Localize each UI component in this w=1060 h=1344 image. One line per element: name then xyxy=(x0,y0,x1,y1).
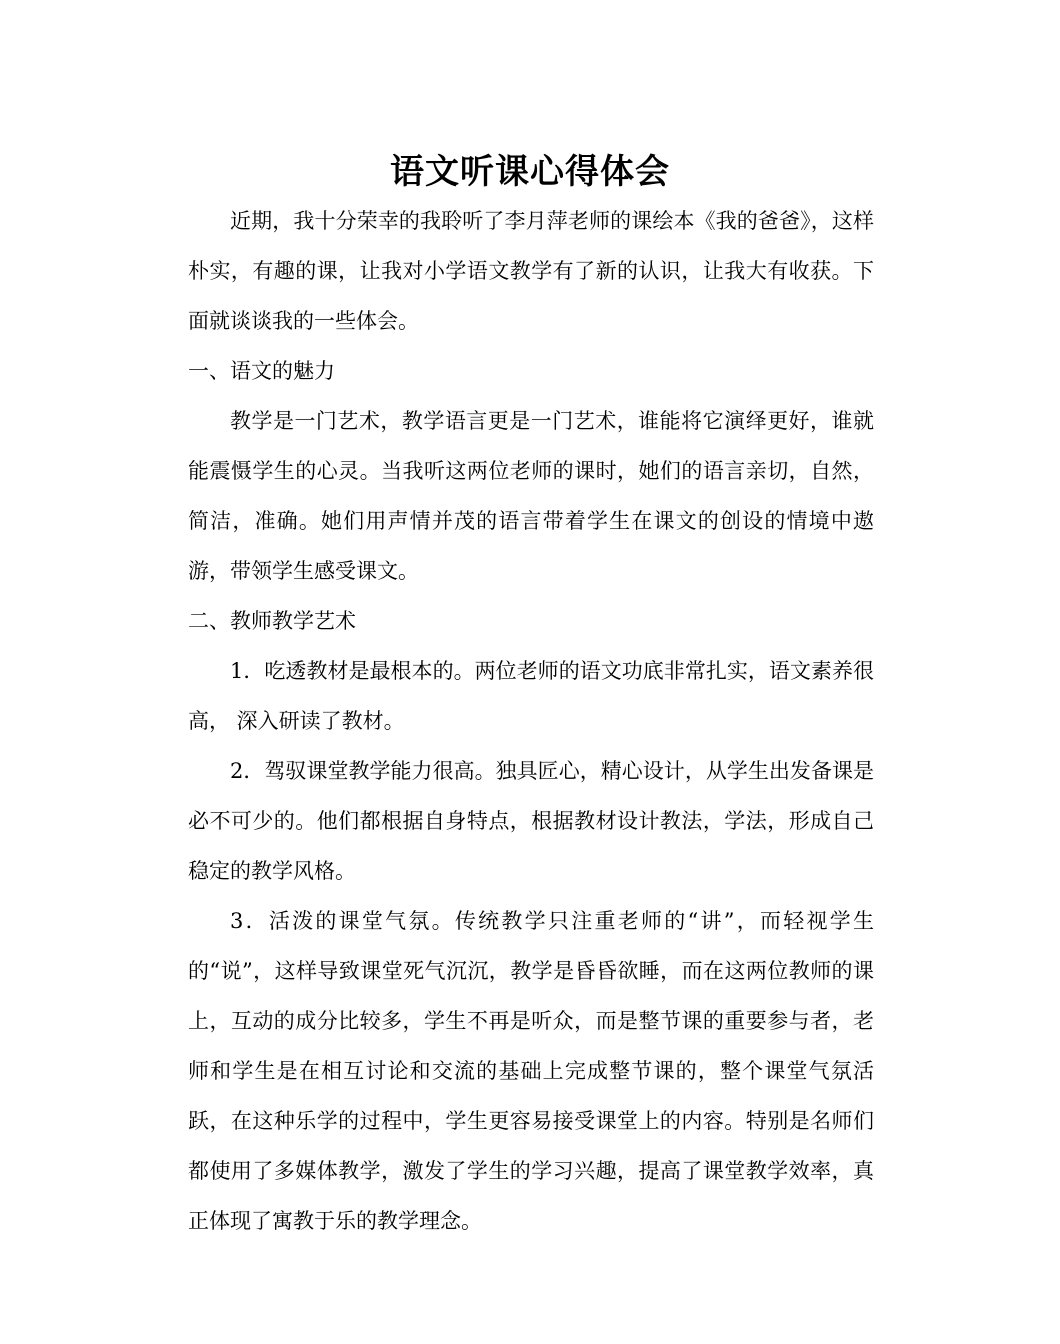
intro-paragraph: 近期，我十分荣幸的我聆听了李月萍老师的课绘本《我的爸爸》，这样朴实，有趣的课，让我对小学语文教学有了新的认识，让我大有收获。下面就谈谈我的一些体会。 xyxy=(188,209,874,333)
point-3-paragraph: 3．活泼的课堂气氛。传统教学只注重老师的“讲”，而轻视学生的“说”，这样导致课堂死气沉沉，教学是昏昏欲睡，而在这两位教师的课上，互动的成分比较多，学生不再是听众，而是整节课的重要参与者，老师和学生是在相互讨论和交流的基础上完成整节课的，整个课堂气氛活跃，在这种乐学的过程中，学生更容易接受课堂上的内容。特别是名师们都使用了多媒体教学，激发了学生的学习兴趣，提高了课堂教学效率，真正体现了寓教于乐的教学理念。 xyxy=(188,909,874,1233)
section-heading-2: 二、教师教学艺术 xyxy=(188,609,356,633)
document-body xyxy=(188,196,874,1233)
point-2-paragraph: 2．驾驭课堂教学能力很高。独具匠心，精心设计，从学生出发备课是必不可少的。他们都根据自身特点，根据教材设计教法，学法，形成自己稳定的教学风格。 xyxy=(188,759,874,883)
section-1-paragraph: 教学是一门艺术，教学语言更是一门艺术，谁能将它演绎更好，谁就能震慑学生的心灵。当我听这两位老师的课时，她们的语言亲切，自然，简洁，准确。她们用声情并茂的语言带着学生在课文的创设的情境中遨游，带领学生感受课文。 xyxy=(188,409,874,583)
section-heading-1: 一、语文的魅力 xyxy=(188,359,335,383)
point-1-paragraph: 1．吃透教材是最根本的。两位老师的语文功底非常扎实，语文素养很高， 深入研读了教材。 xyxy=(188,659,874,733)
document-title: 语文听课心得体会 xyxy=(390,152,670,192)
